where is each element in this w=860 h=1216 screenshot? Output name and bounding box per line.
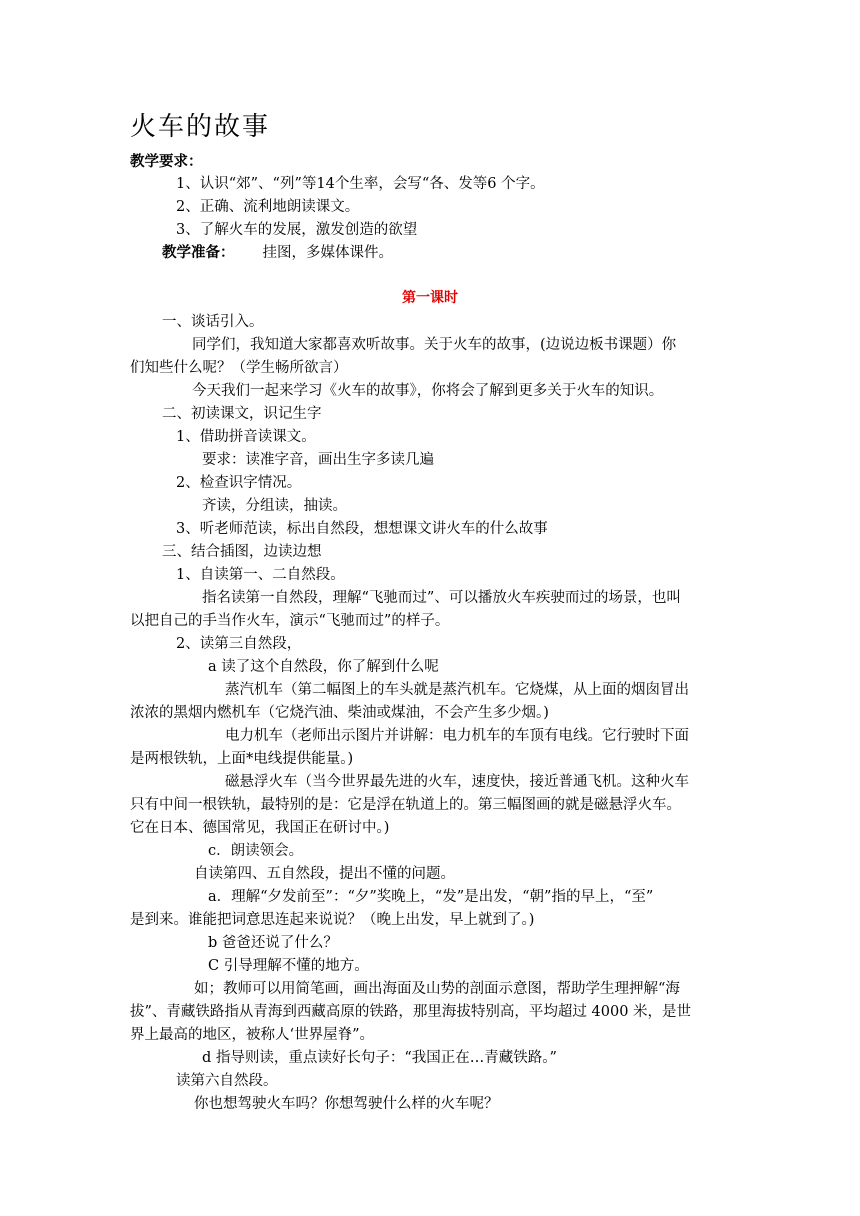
paragraph-line: 磁悬浮火车（当今世界最先进的火车，速度快，接近普通飞机。这种火车 — [225, 774, 689, 790]
paragraph-line: C 引导理解不懂的地方。 — [208, 958, 369, 974]
paragraph-line: 界上最高的地区，被称人‘世界屋脊”。 — [130, 1027, 375, 1043]
paragraph-line: 电力机车（老师出示图片并讲解：电力机车的车顶有电线。它行驶时下面 — [225, 728, 689, 744]
paragraph-line: 今天我们一起来学习《火车的故事》，你将会了解到更多关于火车的知识。 — [192, 383, 664, 399]
requirement-item: 3、了解火车的发展，激发创造的欲望 — [176, 222, 418, 238]
paragraph-line: 你也想驾驶火车吗？你想驾驶什么样的火车呢？ — [194, 1096, 499, 1112]
section-heading: 二、初读课文，识记生字 — [162, 406, 322, 422]
prep-text: 挂图，多媒体课件。 — [262, 245, 393, 261]
section-heading: 一、谈话引入。 — [162, 314, 264, 330]
paragraph-line: 它在日本、德国常见，我国正在研讨中。) — [130, 820, 390, 836]
paragraph-line: 蒸汽机车（第二幅图上的车头就是蒸汽机车。它烧煤，从上面的烟囱冒出 — [225, 682, 689, 698]
paragraph-line: 指名读第一自然段，理解“飞驰而过”、可以播放火车疾驶而过的场景，也叫 — [202, 590, 681, 606]
step-line: 1、借助拼音读课文。 — [176, 429, 316, 445]
paragraph-line: b 爸爸还说了什么？ — [208, 935, 338, 951]
paragraph-line: 读第六自然段。 — [176, 1073, 278, 1089]
paragraph-line: 齐读，分组读，抽读。 — [202, 498, 347, 514]
document-title: 火车的故事 — [130, 112, 271, 142]
step-line: 1、自读第一、二自然段。 — [176, 567, 345, 583]
lesson-heading: 第一课时 — [402, 290, 458, 306]
paragraph-line: d 指导则读，重点读好长句子：“我国正在…青藏铁路。” — [202, 1050, 557, 1066]
paragraph-line: 如；教师可以用简笔画，画出海面及山势的剖面示意图，帮助学生理押解“海 — [194, 981, 680, 997]
requirement-item: 2、正确、流利地朗读课文。 — [176, 199, 360, 215]
prep-line — [130, 241, 767, 265]
paragraph-line: c．朗读领会。 — [208, 843, 304, 859]
requirements-heading: 教学要求： — [130, 153, 203, 170]
paragraph-line: 浓浓的黑烟内燃机车（它烧汽油、柴油或煤油，不会产生多少烟。) — [130, 705, 549, 721]
prep-heading: 教学准备： — [162, 244, 235, 261]
section-heading: 三、结合插图，边读边想 — [162, 544, 322, 560]
paragraph-line: 是到来。谁能把词意思连起来说说？（晚上出发，早上就到了。) — [130, 912, 535, 928]
paragraph-line: 同学们，我知道大家都喜欢听故事。关于火车的故事，(边说边板书课题）你 — [192, 337, 677, 353]
paragraph-line: a．理解“夕发前至”：“夕”奖晚上，“发”是出发，“朝”指的早上，“至” — [208, 889, 654, 905]
paragraph-line: a 读了这个自然段，你了解到什么呢 — [208, 659, 439, 675]
paragraph-line: 拔”、青藏铁路指从青海到西藏高原的铁路，那里海拔特别高，平均超过 4000 米，是世 — [130, 1004, 692, 1020]
step-line: 3、听老师范读，标出自然段，想想课文讲火车的什么故事 — [176, 521, 548, 537]
paragraph-line: 自读第四、五自然段，提出不懂的问题。 — [194, 866, 455, 882]
paragraph-line: 只有中间一根铁轨，最特别的是：它是浮在轨道上的。第三幅图画的就是磁悬浮火车。 — [130, 797, 681, 813]
step-line: 2、检查识字情况。 — [176, 475, 302, 491]
paragraph-line: 以把自己的手当作火车，演示“飞驰而过”的样子。 — [130, 613, 450, 629]
paragraph-line: 是两根铁轨，上面*电线提供能量。) — [130, 751, 354, 767]
paragraph-line: 要求：读准字音，画出生字多读几遍 — [202, 452, 434, 468]
step-line: 2、读第三自然段， — [176, 636, 302, 652]
paragraph-line: 们知些什么呢？（学生畅所欲言） — [130, 360, 348, 376]
requirement-item: 1、认识“郊”、“列”等14个生率，会写“各、发等6 个字。 — [176, 176, 545, 192]
